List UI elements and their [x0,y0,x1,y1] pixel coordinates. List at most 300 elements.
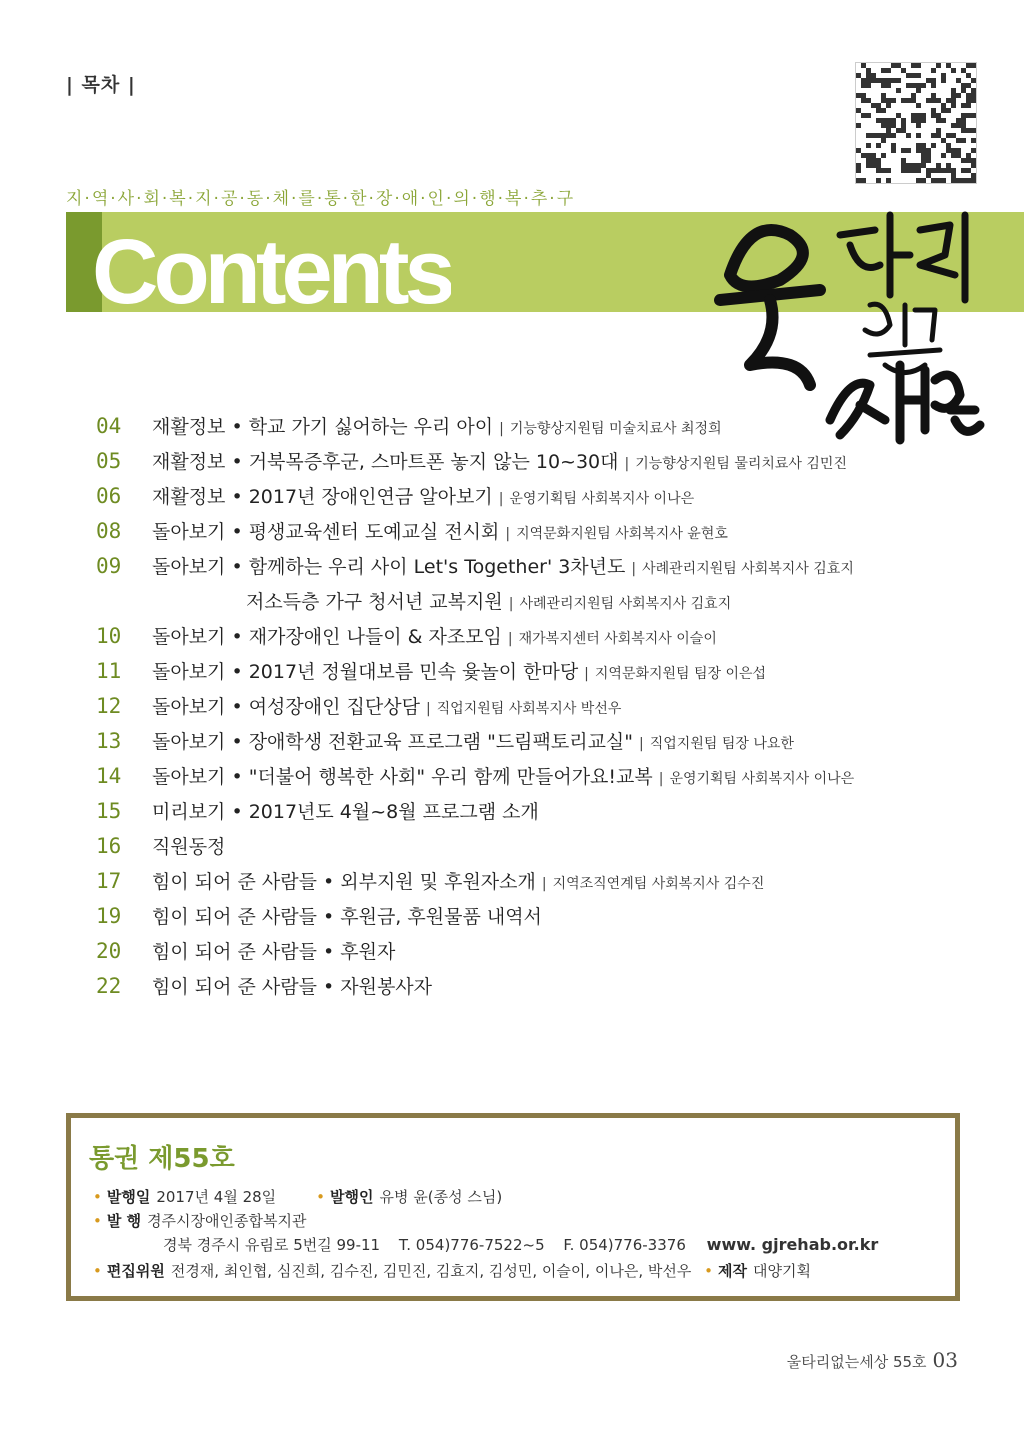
qr-module [971,138,976,143]
qr-module [936,168,941,173]
qr-module [901,123,906,128]
qr-module [951,98,956,103]
qr-module [891,118,896,123]
qr-module [916,133,921,138]
toc-page-number: 12 [96,694,122,718]
qr-module [866,113,871,118]
qr-module [926,78,931,83]
toc-author: 지역조직연계팀 사회복지사 김수진 [552,876,765,892]
qr-module [866,73,871,78]
toc-entry[interactable] [96,727,976,762]
qr-module [881,118,886,123]
toc-entry[interactable] [96,867,976,902]
qr-module [941,73,946,78]
editors-line [93,1260,811,1281]
toc-page-number: 10 [96,624,122,648]
qr-module [931,108,936,113]
fax: F. 054)776-3376 [563,1236,686,1254]
qr-module [881,133,886,138]
qr-module [901,118,906,123]
qr-module [911,118,916,123]
phone: T. 054)776-7522~5 [398,1236,545,1254]
toc-page-number: 04 [96,414,122,438]
toc-title: 돌아보기 • 장애학생 전환교육 프로그램 "드림팩토리교실" [152,731,634,753]
qr-module [866,68,871,73]
toc-author: 지역문화지원팀 팀장 이은섭 [594,666,767,682]
toc-title: 돌아보기 • 평생교육센터 도예교실 전시회 [152,521,500,543]
qr-module [866,158,871,163]
magazine-issue: 울타리없는세상 55호 [786,1353,927,1371]
qr-module [856,168,861,173]
qr-module [856,163,861,168]
qr-module [946,163,951,168]
toc-page-number: 15 [96,799,122,823]
toc-entry[interactable] [96,832,976,867]
qr-module [941,103,946,108]
qr-code-image [855,62,977,184]
qr-module [971,98,976,103]
qr-module [866,163,871,168]
qr-module [966,83,971,88]
qr-module [871,133,876,138]
qr-module [941,118,946,123]
publisher-label: 발행인 [330,1188,374,1206]
maker-label: 제작 [718,1262,747,1280]
toc-title: 힘이 되어 준 사람들 • 후원자 [152,941,396,963]
qr-module [961,68,966,73]
qr-module [921,153,926,158]
toc-title: 돌아보기 • 재가장애인 나들이 & 자조모임 [152,626,502,648]
qr-module [951,88,956,93]
qr-module [951,93,956,98]
toc-title: 돌아보기 • "더불어 행복한 사회" 우리 함께 만들어가요!교복 [152,766,653,788]
toc-separator: | [624,456,630,472]
qr-module [921,148,926,153]
toc-title: 돌아보기 • 여성장애인 집단상담 [152,696,420,718]
qr-module [936,128,941,133]
qr-module [891,98,896,103]
toc-title: 저소득층 가구 청서년 교복지원 [246,591,503,613]
qr-module [936,63,941,68]
qr-module [966,103,971,108]
qr-module [891,123,896,128]
toc-separator: | [507,631,513,647]
qr-module [886,83,891,88]
bullet-icon: • [93,1262,102,1280]
qr-module [886,118,891,123]
toc-entry[interactable] [96,937,976,972]
qr-module [906,133,911,138]
qr-module [866,83,871,88]
qr-module [861,78,866,83]
toc-title: 힘이 되어 준 사람들 • 자원봉사자 [152,976,433,998]
toc-author: 기능향상지원팀 물리치료사 김민진 [635,456,847,472]
qr-module [936,163,941,168]
qr-module [971,148,976,153]
magazine-logo [710,205,990,445]
toc-entry[interactable] [96,447,976,482]
qr-module [856,178,861,183]
qr-module [916,63,921,68]
section-label: | 목차 | [66,74,136,96]
qr-module [956,148,961,153]
toc-entry[interactable] [96,797,976,832]
editors: 전경재, 최인협, 심진희, 김수진, 김민진, 김효지, 김성민, 이슬이, 이나은, 박선우 [170,1262,692,1280]
qr-module [861,113,866,118]
toc-page-number: 14 [96,764,122,788]
org-name: 경주시장애인종합복지관 [147,1212,307,1230]
qr-module [951,148,956,153]
qr-module [911,98,916,103]
qr-module [916,118,921,123]
qr-module [886,123,891,128]
qr-module [926,158,931,163]
qr-module [911,168,916,173]
toc-separator: | [508,596,514,612]
qr-module [961,128,966,133]
qr-module [971,93,976,98]
qr-module [961,88,966,93]
qr-module [931,113,936,118]
qr-module [876,103,881,108]
qr-module [916,103,921,108]
qr-module [966,93,971,98]
qr-module [971,88,976,93]
qr-module [866,153,871,158]
qr-module [961,158,966,163]
page-footer [787,1348,958,1372]
bullet-icon: • [316,1188,326,1206]
website-link[interactable]: www. gjrehab.or.kr [706,1235,879,1254]
qr-module [961,103,966,108]
toc-author: 운영기획팀 사회복지사 이나은 [509,491,695,507]
qr-module [896,88,901,93]
qr-module [936,113,941,118]
toc-author: 재가복지센터 사회복지사 이슬이 [518,631,717,647]
qr-module [881,83,886,88]
qr-module [856,148,861,153]
qr-module [871,78,876,83]
qr-module [881,68,886,73]
qr-module [876,158,881,163]
qr-module [881,93,886,98]
qr-module [931,83,936,88]
qr-module [921,83,926,88]
toc-title: 재활정보 • 거북목증후군, 스마트폰 놓지 않는 10~30대 [152,451,619,473]
qr-module [941,78,946,83]
toc-entry[interactable] [96,482,976,517]
toc-title: 미리보기 • 2017년도 4월~8월 프로그램 소개 [152,801,539,823]
qr-module [936,178,941,183]
qr-module [931,68,936,73]
toc-separator: | [658,771,664,787]
qr-module [966,178,971,183]
qr-module [861,93,866,98]
qr-module [911,113,916,118]
qr-module [951,173,956,178]
qr-module [966,73,971,78]
qr-module [956,93,961,98]
toc-page-number: 19 [96,904,122,928]
qr-module [906,163,911,168]
qr-module [936,98,941,103]
qr-module [881,78,886,83]
qr-module [916,73,921,78]
qr-module [861,63,866,68]
qr-module [881,123,886,128]
qr-module [961,138,966,143]
qr-module [966,113,971,118]
org-label: 발 행 [106,1212,142,1230]
qr-module [966,63,971,68]
qr-module [956,153,961,158]
toc-page-number: 20 [96,939,122,963]
qr-module [896,113,901,118]
toc-author: 사례관리지원팀 사회복지사 김효지 [519,596,732,612]
qr-module [891,133,896,138]
qr-module [921,143,926,148]
toc-page-number: 05 [96,449,122,473]
issue-date-label: 발행일 [106,1188,151,1206]
qr-module [886,178,891,183]
toc-entry[interactable] [96,762,976,797]
qr-module [956,138,961,143]
qr-module [901,163,906,168]
qr-module [881,98,886,103]
qr-module [941,138,946,143]
toc-author: 직업지원팀 팀장 나요한 [649,736,794,752]
issue-date-line [93,1186,502,1207]
qr-module [951,178,956,183]
qr-module [876,168,881,173]
qr-module [931,168,936,173]
qr-module [926,168,931,173]
qr-module [876,143,881,148]
qr-module [876,163,881,168]
qr-module [861,83,866,88]
qr-module [911,163,916,168]
toc-separator: | [505,526,511,542]
qr-module [971,173,976,178]
qr-module [966,153,971,158]
address: 경북 경주시 유림로 5번길 99-11 [163,1236,381,1254]
toc-title: 재활정보 • 학교 가기 싫어하는 우리 아이 [152,416,494,438]
qr-module [871,158,876,163]
toc-entry[interactable] [96,622,976,657]
toc-title: 재활정보 • 2017년 장애인연금 알아보기 [152,486,493,508]
qr-module [866,98,871,103]
qr-module [906,148,911,153]
toc-author: 운영기획팀 사회복지사 이나은 [669,771,855,787]
qr-module [891,78,896,83]
qr-module [901,98,906,103]
page-number: 03 [932,1348,958,1372]
qr-module [891,63,896,68]
qr-module [866,143,871,148]
toc-entry[interactable] [96,972,976,1007]
toc-title: 직원동정 [152,836,226,858]
qr-module [956,123,961,128]
issue-title: 통권 제55호 [89,1144,235,1174]
qr-module [906,168,911,173]
toc-page-number: 17 [96,869,122,893]
qr-module [856,108,861,113]
qr-module [911,83,916,88]
qr-module [916,163,921,168]
qr-module [946,108,951,113]
qr-module [971,163,976,168]
qr-module [896,63,901,68]
qr-module [901,168,906,173]
qr-module [886,128,891,133]
qr-module [926,153,931,158]
qr-module [971,128,976,133]
toc-separator: | [498,491,504,507]
qr-module [886,168,891,173]
qr-module [856,73,861,78]
qr-module [936,118,941,123]
toc-entry[interactable] [96,552,976,587]
toc-page-number: 09 [96,554,122,578]
address-line [163,1234,878,1255]
qr-module [946,168,951,173]
toc-title: 돌아보기 • 2017년 정월대보름 민속 윷놀이 한마당 [152,661,579,683]
qr-module [941,108,946,113]
qr-module [916,168,921,173]
table-of-contents [96,412,976,1007]
qr-module [876,118,881,123]
qr-module [946,148,951,153]
qr-module [966,158,971,163]
qr-module [946,98,951,103]
qr-module [886,133,891,138]
bullet-icon: • [704,1262,713,1280]
qr-module [906,73,911,78]
qr-module [861,178,866,183]
qr-module [926,173,931,178]
qr-module [931,93,936,98]
qr-module [891,148,896,153]
toc-page-number: 13 [96,729,122,753]
qr-module [931,178,936,183]
qr-module [876,133,881,138]
qr-module [926,98,931,103]
qr-module [916,88,921,93]
qr-module [916,143,921,148]
tagline: 지·역·사·회·복·지·공·동·체·를·통·한·장·애·인·의·행·복·추·구 [66,189,576,209]
qr-module [906,83,911,88]
qr-module [881,138,886,143]
qr-module [941,168,946,173]
qr-module [921,178,926,183]
qr-module [956,118,961,123]
qr-module [886,68,891,73]
qr-module [911,73,916,78]
toc-entry[interactable] [96,657,976,692]
qr-module [961,168,966,173]
qr-module [856,123,861,128]
qr-module [966,168,971,173]
qr-module [871,103,876,108]
toc-separator: | [639,736,644,752]
toc-separator: | [631,561,637,577]
qr-module [876,78,881,83]
qr-module [871,73,876,78]
qr-module [881,168,886,173]
qr-module [921,118,926,123]
org-line [93,1210,306,1231]
toc-entry[interactable] [96,412,976,447]
qr-module [876,108,881,113]
qr-module [911,93,916,98]
qr-module [961,113,966,118]
qr-module [871,163,876,168]
qr-module [861,153,866,158]
qr-module [931,133,936,138]
toc-page-number: 16 [96,834,122,858]
toc-entry[interactable] [96,902,976,937]
qr-module [876,178,881,183]
toc-page-number: 06 [96,484,122,508]
toc-title: 힘이 되어 준 사람들 • 후원금, 후원물품 내역서 [152,906,542,928]
toc-page-number: 22 [96,974,122,998]
toc-page-number: 11 [96,659,122,683]
toc-entry[interactable] [96,517,976,552]
qr-module [941,178,946,183]
qr-module [961,118,966,123]
banner-title: Contents [92,222,451,312]
qr-module [886,98,891,103]
qr-module [961,178,966,183]
qr-module [951,153,956,158]
qr-module [921,113,926,118]
publication-info-box [66,1113,960,1301]
qr-module [926,148,931,153]
qr-module [861,98,866,103]
qr-module [951,103,956,108]
qr-module [951,168,956,173]
qr-module [901,128,906,133]
qr-module [956,178,961,183]
qr-module [971,113,976,118]
toc-separator: | [425,701,431,717]
toc-entry[interactable] [96,692,976,727]
qr-module [951,133,956,138]
qr-module [966,98,971,103]
qr-module [971,78,976,83]
issue-date: 2017년 4월 28일 [156,1188,277,1206]
qr-module [946,143,951,148]
qr-module [951,123,956,128]
qr-module [931,143,936,148]
qr-module [856,93,861,98]
qr-module [916,148,921,153]
qr-module [866,133,871,138]
qr-module [916,178,921,183]
qr-module [971,158,976,163]
qr-module [916,83,921,88]
qr-module [971,63,976,68]
qr-module [931,78,936,83]
qr-module [886,103,891,108]
toc-entry[interactable] [96,587,976,622]
qr-module [921,163,926,168]
publisher-name: 유병 윤(종성 스님) [379,1188,503,1206]
qr-module [961,123,966,128]
qr-module [951,68,956,73]
toc-author: 지역문화지원팀 사회복지사 윤현호 [516,526,728,542]
bullet-icon: • [93,1212,102,1230]
